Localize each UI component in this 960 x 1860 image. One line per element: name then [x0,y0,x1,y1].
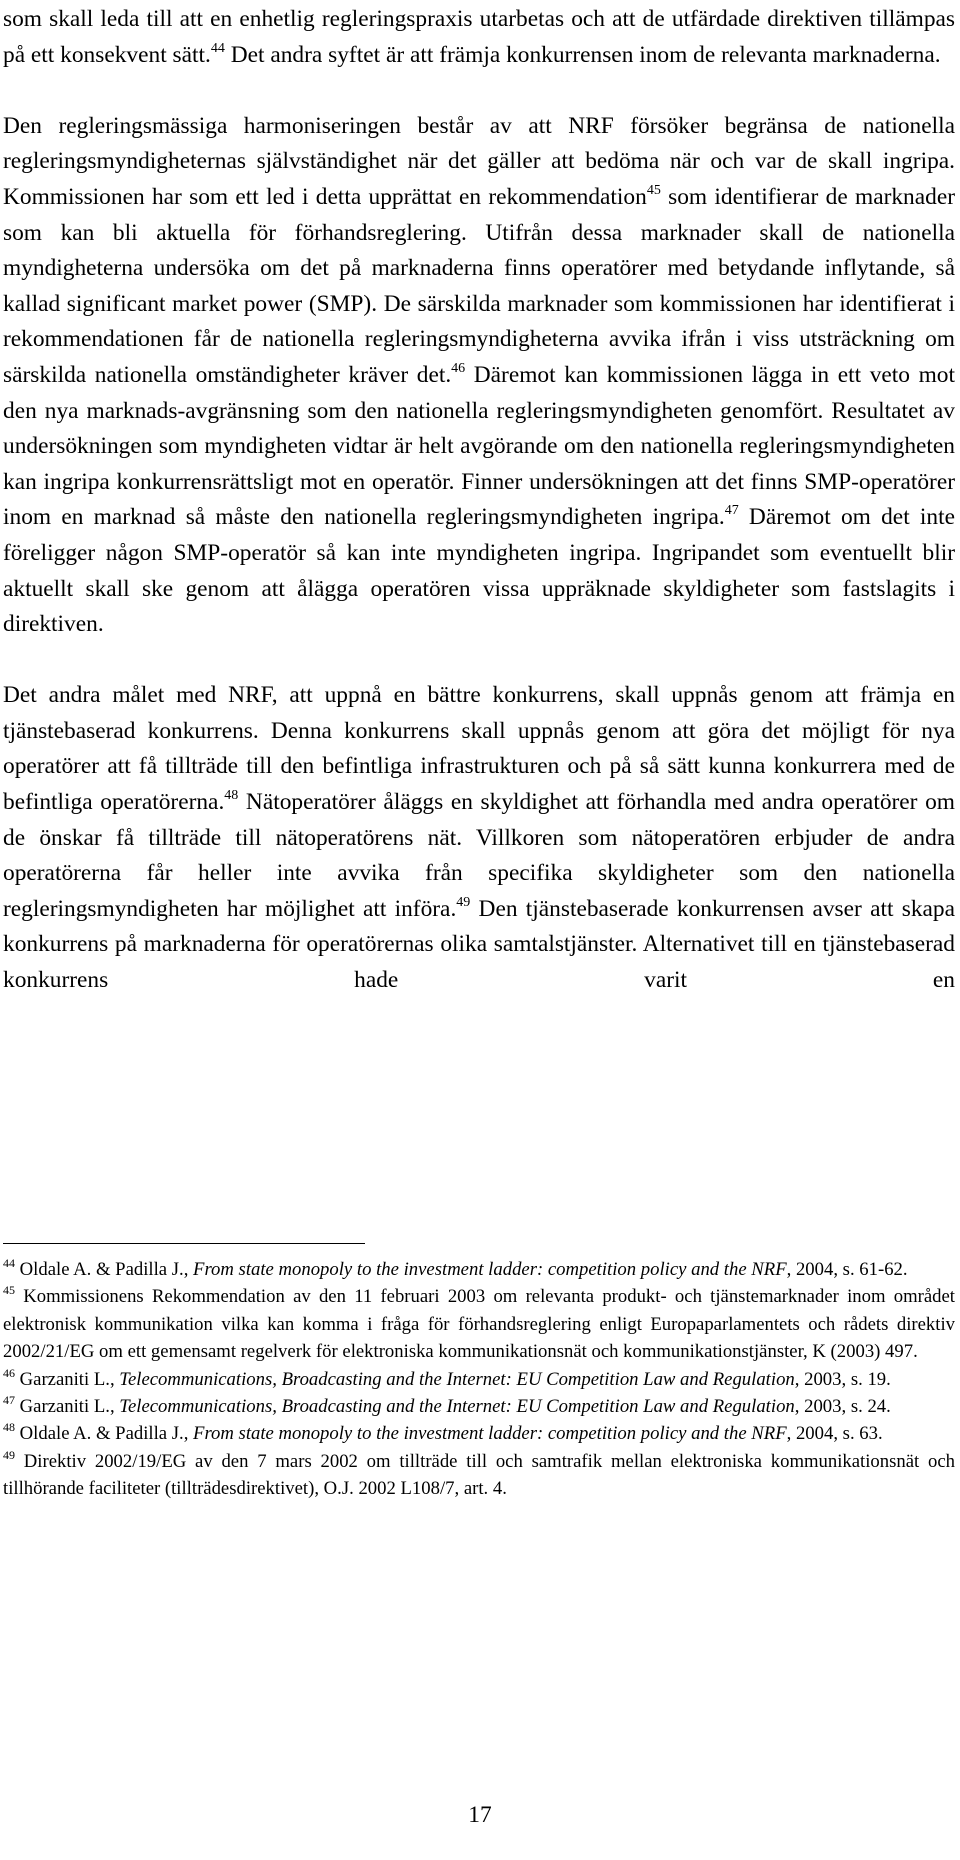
footnote-number: 49 [3,1447,15,1462]
footnote-46 [3,1366,955,1393]
footnote-49 [3,1448,955,1503]
paragraph-3-text-b: Nätoperatörer åläggs en skyldighet att förhandla med andra operatörer om de önskar få tillträde till nätoperatörens nät. Villkoren som nätoperatören erbjuder de andra operatörerna får heller inte avvika från specifika skyldigheter som den nationella regleringsmyndigheten har möjlighet att införa. [3,789,955,922]
footnote-text: Kommissionens Rekommendation av den 11 februari 2003 om relevanta produkt- och tjänstemarknader inom området elektronisk kommunikation vilka kan komma i fråga för förhandsreglering enligt Europaparlamentets och rådets direktiv 2002/21/EG om ett gemensamt regelverk för elektroniska kommunikationsnät och kommunikationstjänster, K (2003) 497. [3,1286,955,1363]
paragraph-1-text-b: Det andra syftet är att främja konkurrensen inom de relevanta marknaderna. [224,41,941,68]
footnote-45 [3,1283,955,1365]
footnote-ref-47: 47 [724,503,739,519]
footnote-text: , 2004, s. 61-62. [786,1259,908,1280]
footnote-title: From state monopoly to the investment ladder: competition policy and the NRF [193,1423,787,1445]
footnote-47 [3,1393,955,1420]
footnote-44 [3,1256,955,1283]
footnote-number: 45 [3,1283,15,1298]
footnote-title: Telecommunications, Broadcasting and the Internet: EU Competition Law and Regulation [119,1368,795,1390]
document-page [3,2,955,999]
footnote-text: Direktiv 2002/19/EG av den 7 mars 2002 om tillträde till och samtrafik mellan elektroniska kommunikationsnät och tillhörande faciliteter (tillträdesdirektivet), O.J. 2002 L108/7, art. 4. [3,1450,955,1500]
paragraph-1-text-a: som skall leda till att en enhetlig regleringspraxis utarbetas och att de utfärdade direktiven tillämpas på ett konsekvent sätt. [3,6,955,68]
paragraph-3 [3,678,955,998]
footnote-text: Oldale A. & Padilla J., [15,1259,194,1280]
paragraph-2-text-b: som identifierar de marknader som kan bli aktuella för förhandsreglering. Utifrån dessa marknader skall de nationella myndigheterna undersöka om det på marknaderna finns operatörer med betydande inflytande, så kallad significant market power (SMP). De särskilda marknader som kommissionen har identifierat i rekommendationen får de nationella regleringsmyndigheterna avvika ifrån i viss utsträckning om särskilda nationella omständigheter kräver det. [3,183,955,388]
footnote-number: 44 [3,1256,15,1270]
paragraph-2 [3,109,955,643]
page-number: 17 [468,1802,492,1828]
paragraph-3-text-c: Den tjänstebaserade konkurrensen avser att skapa konkurrens på marknaderna för operatörernas olika samtalstjänster. Alternativet till en tjänstebaserad konkurrens hade varit en [3,895,955,994]
footnote-48 [3,1420,955,1447]
footnote-title: Telecommunications, Broadcasting and the Internet: EU Competition Law and Regulation [119,1396,795,1418]
footnote-number: 46 [3,1365,15,1380]
footnote-ref-46: 46 [451,360,466,376]
footnote-text: Garzaniti L., [15,1396,120,1418]
footnote-ref-48: 48 [224,788,239,804]
footnote-text: , 2004, s. 63. [786,1423,883,1445]
footnote-ref-49: 49 [456,894,471,910]
footnote-text: Garzaniti L., [15,1368,120,1390]
footnote-text: Oldale A. & Padilla J., [15,1423,194,1445]
footnotes-section [3,1243,955,1503]
paragraph-2-text-a: Den regleringsmässiga harmoniseringen består av att NRF försöker begränsa de nationella regleringsmyndigheternas självständighet när det gäller att bedöma när och var de skall ingripa. Kommissionen har som ett led i detta upprättat en rekommendation [3,112,955,210]
footnote-title: From state monopoly to the investment ladder: competition policy and the NRF [193,1259,787,1280]
footnote-text: , 2003, s. 24. [794,1396,891,1418]
paragraph-2-text-c: Däremot kan kommissionen lägga in ett veto mot den nya marknads-avgränsning som den nationella regleringsmyndigheten genomfört. Resultatet av undersökningen som myndigheten vidtar är helt avgörande om den nationella regleringsmyndigheten kan ingripa konkurrensrättsligt mot en operatör. Finner undersökningen att det finns SMP-operatörer inom en marknad så måste den nationella regleringsmyndigheten ingripa. [3,361,955,531]
footnote-number: 48 [3,1420,15,1435]
paragraph-2-text-d: Däremot om det inte föreligger någon SMP-operatör så kan inte myndigheten ingripa. Ingripandet som eventuellt blir aktuellt skall ske genom att ålägga operatören vissa uppräknade skyldigheter som fastslagits i direktiven. [3,504,956,638]
footnote-ref-44: 44 [210,40,225,56]
footnote-text: , 2003, s. 19. [794,1368,891,1390]
paragraph-3-text-a: Det andra målet med NRF, att uppnå en bättre konkurrens, skall uppnås genom att främja en tjänstebaserad konkurrens. Denna konkurrens skall uppnås genom att göra det möjligt för nya operatörer att få tillträde till den befintliga infrastrukturen och på så sätt kunna konkurrera med de befintliga operatörerna. [3,682,955,816]
footnote-ref-45: 45 [646,182,661,198]
footnote-number: 47 [3,1393,15,1408]
paragraph-1 [3,2,955,73]
footnote-separator [3,1243,365,1244]
